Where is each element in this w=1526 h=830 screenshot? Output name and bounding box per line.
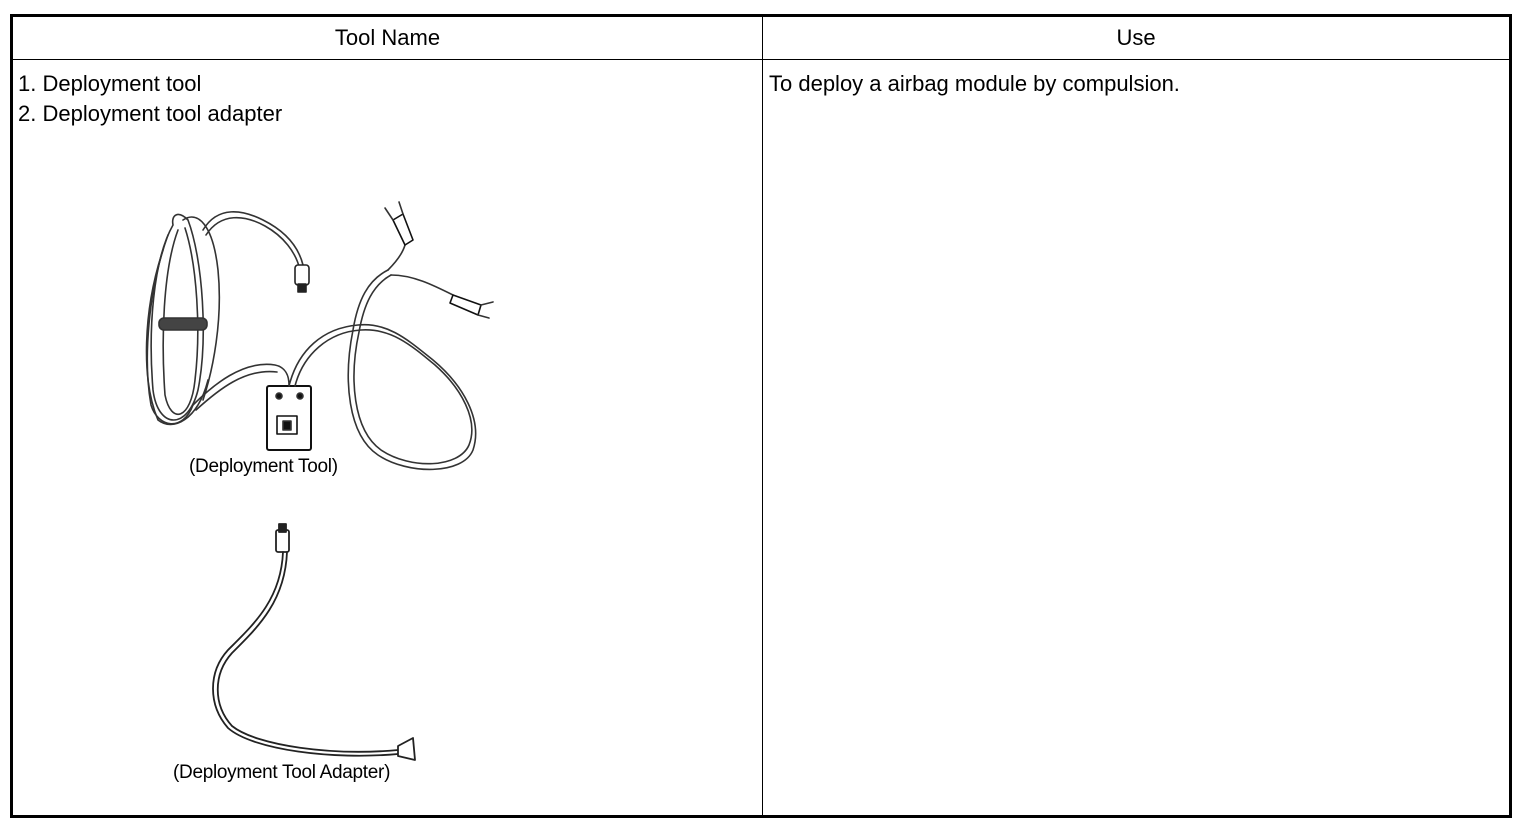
use-description: To deploy a airbag module by compulsion.	[769, 71, 1180, 96]
figure-caption: (Deployment Tool)	[189, 456, 338, 477]
deployment-tool-illustration	[13, 60, 762, 820]
tool-list-item: 2. Deployment tool adapter	[18, 101, 283, 126]
tool-name-cell	[13, 60, 762, 815]
deployment-tool-adapter-illustration	[213, 524, 415, 760]
tool-table	[10, 14, 1512, 818]
figure-caption: (Deployment Tool Adapter)	[173, 762, 391, 783]
header-tool-name: Tool Name	[334, 25, 441, 50]
use-cell	[763, 60, 1509, 815]
tool-list-item: 1. Deployment tool	[18, 71, 202, 96]
table-header-row	[13, 17, 1509, 60]
header-use: Use	[1116, 25, 1156, 50]
